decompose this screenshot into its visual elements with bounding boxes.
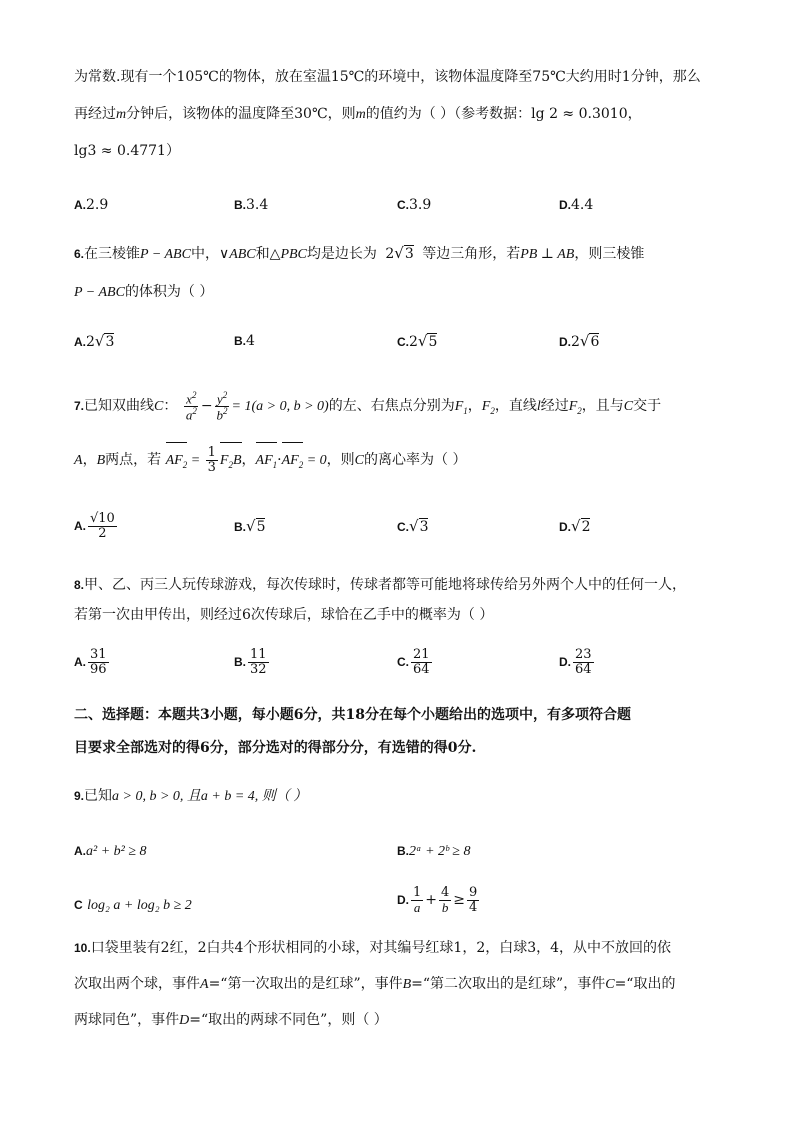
q6-side-length: 2√3	[385, 244, 414, 262]
q5-option-a[interactable]: A.2.9	[74, 197, 109, 213]
q7-y-fraction: $\frac{y^2}{b^2}$	[216, 389, 228, 422]
q6-option-a[interactable]: A.2√3	[74, 332, 115, 350]
q7-option-c[interactable]: C.√3	[397, 517, 429, 535]
q10-line-2: 次取出两个球，事件A=“第一次取出的是红球”，事件B=“第二次取出的是红球”，事件C=“取出的	[74, 976, 676, 992]
q10-line-1: 10.口袋里装有2红，2白共4个形状相同的小球，对其编号红球1，2，白球3，4，从中不放回的依	[74, 940, 672, 956]
q10-line-3: 两球同色”，事件D=“取出的两球不同色”，则（ ）	[74, 1012, 388, 1028]
q8-option-a[interactable]: A. $\frac{31}{96}$	[74, 646, 107, 677]
q6-line-1: 6.在三棱锥P − ABC中，∨ABC和△PBC均是边长为 2√3 等边三角形，若PB ⊥ AB，则三棱锥	[74, 244, 645, 262]
q8-option-b[interactable]: B. $\frac{11}{32}$	[234, 646, 267, 677]
q8-line-1: 8.甲、乙、丙三人玩传球游戏，每次传球时，传球者都等可能地将球传给另外两个人中的任何一人，	[74, 577, 687, 593]
q6-option-b[interactable]: B.4	[234, 333, 255, 349]
q7-option-b[interactable]: B.√5	[234, 517, 266, 535]
section-2-heading-line-1: 二、选择题：本题共3小题，每小题6分，共18分在每个小题给出的选项中，有多项符合题	[74, 707, 631, 723]
q7-option-a[interactable]: A. $\frac{√10}{2}$	[74, 510, 115, 541]
q7-x-fraction: $\frac{x^2}{a^2}$	[185, 389, 197, 422]
q8-line-2: 若第一次由甲传出，则经过6次传球后，球恰在乙手中的概率为（ ）	[74, 607, 494, 623]
q6-line-2: P − ABC的体积为（ ）	[74, 284, 214, 300]
q9-option-d[interactable]: D. $\frac{1}{a}$ + $\frac{4}{b}$ ≥ $\frac{9}{4}$	[397, 884, 478, 915]
q5-option-d[interactable]: D.4.4	[559, 197, 594, 213]
q6-option-d[interactable]: D.2√6	[559, 332, 600, 350]
q5-line-2: 再经过m分钟后，该物体的温度降至30℃，则m的值约为（ ）（参考数据：lg 2 ≈ 0.3010，	[74, 106, 642, 122]
q7-line-1: 7.已知双曲线C： $\frac{x^2}{a^2}$ − $\frac{y^2}{b^2}$ = 1(a > 0, b > 0)的左、右焦点分别为$F_1$，$F_2$，直线l经过$F_2$，且与C交于	[74, 389, 662, 422]
q8-option-d[interactable]: D. $\frac{23}{64}$	[559, 646, 592, 677]
section-2-heading-line-2: 目要求全部选对的得6分，部分选对的得部分分，有选错的得0分.	[74, 740, 477, 756]
q9-stem: 9.已知a > 0, b > 0, 且a + b = 4, 则（ ）	[74, 788, 308, 804]
q8-option-c[interactable]: C. $\frac{21}{64}$	[397, 646, 430, 677]
q5-line-1: 为常数.现有一个105℃的物体，放在室温15℃的环境中，该物体温度降至75℃大约用时1分钟，那么	[74, 69, 701, 85]
q5-option-b[interactable]: B.3.4	[234, 197, 269, 213]
q9-option-c[interactable]: C log₂ a + log₂ b ≥ 2	[74, 898, 192, 913]
q9-option-b[interactable]: B.2ᵃ + 2ᵇ ≥ 8	[397, 844, 471, 859]
q7-line-2: A，B两点，若 $AF_2$ = $\frac{1}{3}$ $F_2B$，$AF_1\cdot AF_2 = 0$，则C的离心率为（ ）	[74, 444, 466, 481]
q5-option-c[interactable]: C.3.9	[397, 197, 432, 213]
q7-option-d[interactable]: D.√2	[559, 517, 591, 535]
q6-option-c[interactable]: C.2√5	[397, 332, 438, 350]
q5-line-3: lg3 ≈ 0.4771）	[74, 143, 180, 159]
q9-option-a[interactable]: A.a² + b² ≥ 8	[74, 844, 147, 859]
